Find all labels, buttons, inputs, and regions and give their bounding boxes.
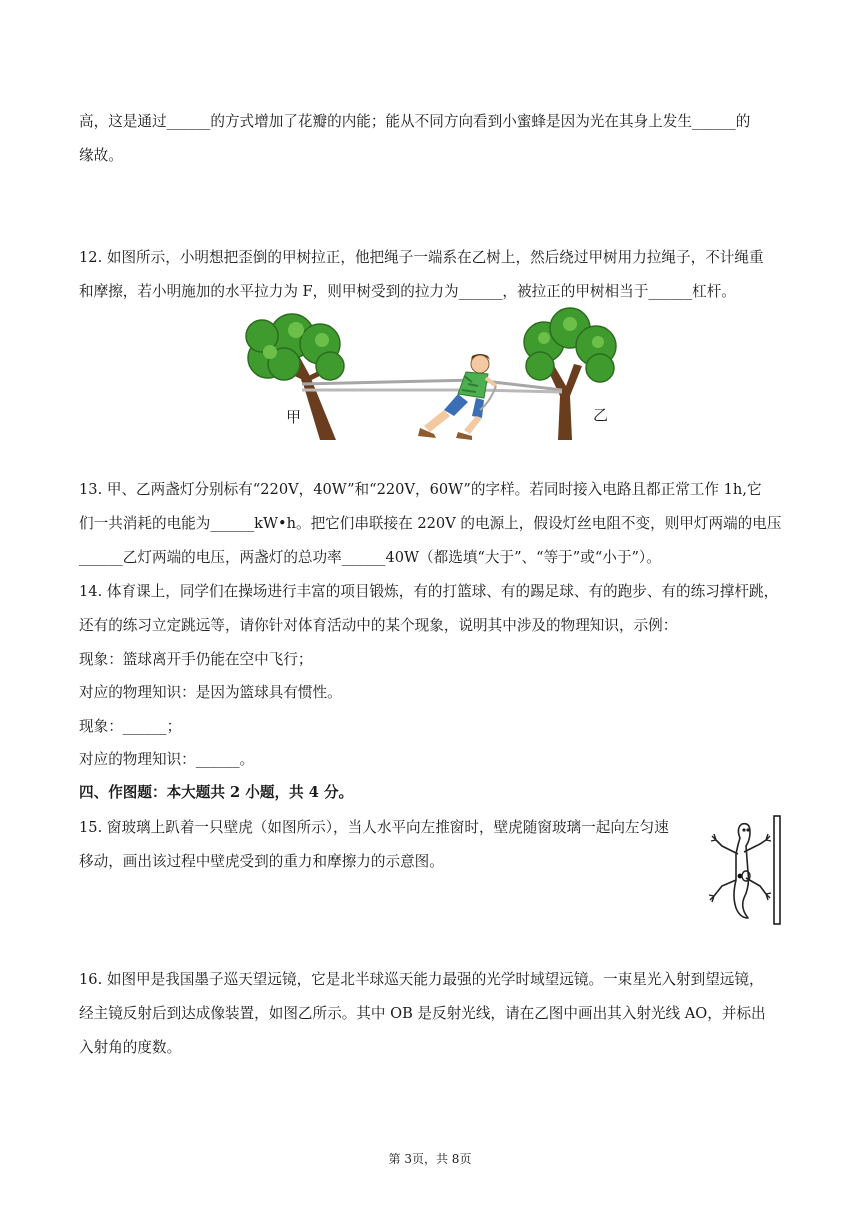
- q15-line1: 15. 窗玻璃上趴着一只壁虎（如图所示），当人水平向左推窗时，壁虎随窗玻璃一起向左匀速: [79, 819, 669, 836]
- q13-line1: 13. 甲、乙两盏灯分别标有“220V，40W”和“220V，60W”的字样。若同时接入电路且都正常工作 1h,它: [79, 481, 762, 498]
- q12-line2: 和摩擦，若小明施加的水平拉力为 F，则甲树受到的拉力为______，被拉正的甲树相当于______杠杆。: [79, 283, 736, 300]
- q15-line2: 移动，画出该过程中壁虎受到的重力和摩擦力的示意图。: [79, 853, 444, 870]
- q14-line1: 14. 体育课上，同学们在操场进行丰富的项目锻炼，有的打篮球、有的踢足球、有的跑步、有的练习撑杆跳，: [79, 583, 779, 600]
- tree-jia-label: 甲: [286, 408, 302, 426]
- gecko-body: [714, 824, 766, 918]
- boy-figure: [418, 354, 496, 440]
- page-number-footer: 第 3页，共 8页: [388, 1152, 472, 1166]
- q16-line2: 经主镜反射后到达成像装置，如图乙所示。其中 OB 是反射光线，请在乙图中画出其入射光线 AO，并标出: [79, 1005, 766, 1022]
- q14-line2: 还有的练习立定跳远等，请你针对体育活动中的某个现象，说明其中涉及的物理知识，示例：: [79, 617, 678, 634]
- section-heading: 四、作图题：本大题共 2 小题，共 4 分。: [79, 784, 354, 801]
- q11-line1: 高，这是通过______的方式增加了花瓣的内能；能从不同方向看到小蜜蜂是因为光在其身上发生______的: [79, 113, 751, 130]
- q14-line4: 对应的物理知识：是因为篮球具有惯性。: [79, 684, 342, 701]
- q14-line3: 现象：篮球离开手仍能在空中飞行；: [79, 651, 313, 668]
- q16-line1: 16. 如图甲是我国墨子巡天望远镜，它是北半球巡天能力最强的光学时域望远镜。一束星光入射到望远镜，: [79, 971, 764, 988]
- q12-line1: 12. 如图所示，小明想把歪倒的甲树拉正，他把绳子一端系在乙树上，然后绕过甲树用力拉绳子，不计绳重: [79, 249, 764, 266]
- q13-line2: 们一共消耗的电能为______kW•h。把它们串联接在 220V 的电源上，假设灯丝电阻不变，则甲灯两端的电压: [79, 515, 782, 532]
- q14-line6: 对应的物理知识：______。: [79, 751, 255, 768]
- gecko-figure: [700, 814, 786, 926]
- tree-yi-label: 乙: [593, 406, 609, 424]
- q16-line3: 入射角的度数。: [79, 1039, 182, 1056]
- window-glass: [774, 816, 780, 924]
- q13-line3: ______乙灯两端的电压，两盏灯的总功率______40W（都选填“大于”、“等于”或“小于”）。: [79, 549, 661, 566]
- rope-lower: [302, 390, 562, 392]
- tree-pulling-figure: [240, 306, 630, 442]
- q11-line2: 缘故。: [79, 147, 123, 164]
- gecko-illustration: [700, 814, 786, 926]
- q14-line5: 现象：______；: [79, 718, 182, 735]
